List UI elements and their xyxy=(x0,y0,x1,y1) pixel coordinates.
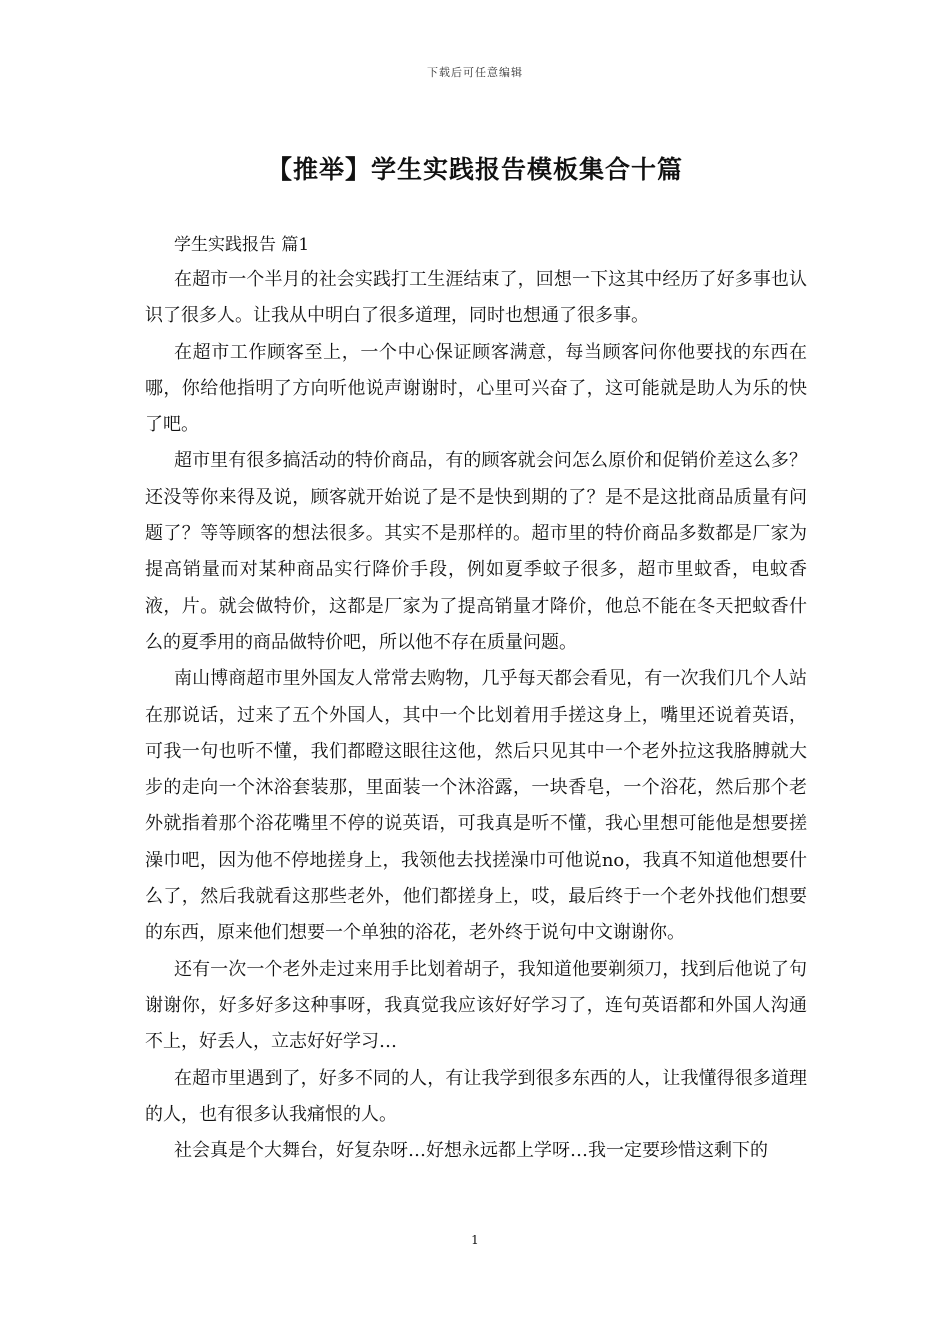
paragraph-2: 在超市工作顾客至上，一个中心保证顾客满意，每当顾客问你他要找的东西在哪，你给他指明了方向听他说声谢谢时，心里可兴奋了，这可能就是助人为乐的快了吧。 xyxy=(145,341,807,436)
paragraph-3: 超市里有很多搞活动的特价商品，有的顾客就会问怎么原价和促销价差这么多？还没等你来得及说，顾客就开始说了是不是快到期的了？是不是这批商品质量有问题了？等等顾客的想法很多。其实不是那样的。超市里的特价商品多数都是厂家为提高销量而对某种商品实行降价手段，例如夏季蚊子很多，超市里蚊香，电蚊香液，片。就会做特价，这都是厂家为了提高销量才降价，他总不能在冬天把蚊香什么的夏季用的商品做特价吧，所以他不存在质量问题。 xyxy=(145,450,807,653)
page-header-note: 下载后可任意编辑 xyxy=(427,66,523,79)
paragraph-5: 还有一次一个老外走过来用手比划着胡子，我知道他要剃须刀，找到后他说了句谢谢你，好多好多这种事呀，我真觉我应该好好学习了，连句英语都和外国人沟通不上，好丢人，立志好好学习… xyxy=(145,958,807,1053)
section-heading: 学生实践报告 篇1 xyxy=(174,235,310,255)
paragraph-6: 在超市里遇到了，好多不同的人，有让我学到很多东西的人，让我懂得很多道理的人，也有很多认我痛恨的人。 xyxy=(145,1067,807,1125)
paragraph-7: 社会真是个大舞台，好复杂呀…好想永远都上学呀…我一定要珍惜这剩下的 xyxy=(174,1140,768,1162)
paragraph-1: 在超市一个半月的社会实践打工生涯结束了，回想一下这其中经历了好多事也认识了很多人。让我从中明白了很多道理，同时也想通了很多事。 xyxy=(145,269,807,327)
document-body xyxy=(145,228,807,1169)
page-number: 1 xyxy=(471,1233,479,1247)
document-title: 【推举】学生实践报告模板集合十篇 xyxy=(266,155,683,184)
paragraph-4: 南山博商超市里外国友人常常去购物，几乎每天都会看见，有一次我们几个人站在那说话，过来了五个外国人，其中一个比划着用手搓这身上，嘴里还说着英语，可我一句也听不懂，我们都瞪这眼往这他，然后只见其中一个老外拉这我胳膊就大步的走向一个沐浴套装那，里面装一个沐浴露，一块香皂，一个浴花，然后那个老外就指着那个浴花嘴里不停的说英语，可我真是听不懂，我心里想可能他是想要搓澡巾吧，因为他不停地搓身上，我领他去找搓澡巾可他说no，我真不知道他想要什么了，然后我就看这那些老外，他们都搓身上，哎，最后终于一个老外找他们想要的东西，原来他们想要一个单独的浴花，老外终于说句中文谢谢你。 xyxy=(145,668,807,944)
